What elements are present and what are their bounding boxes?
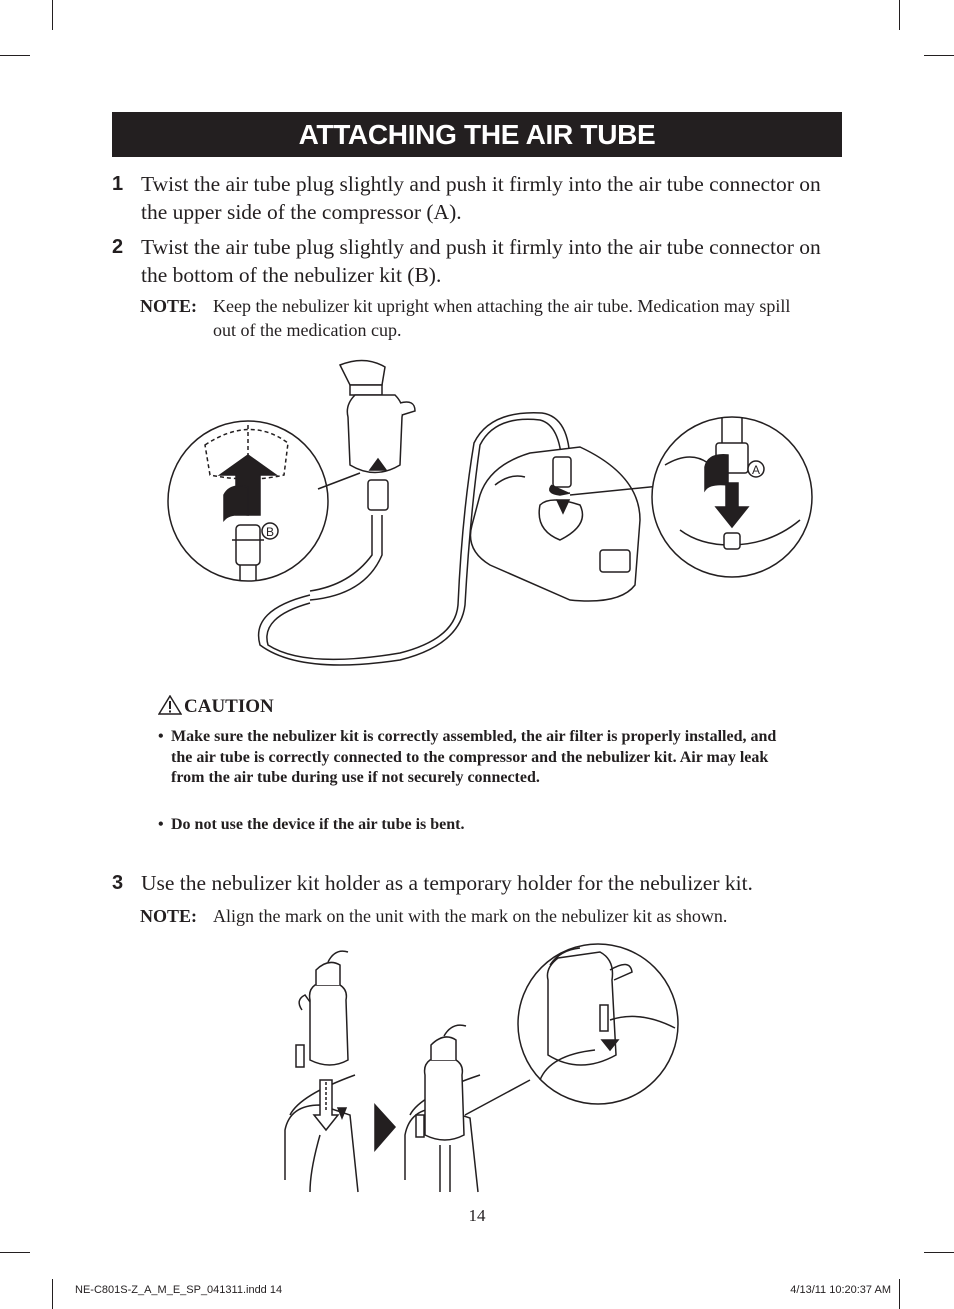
page-number: 14 bbox=[468, 1206, 486, 1225]
step-text: Twist the air tube plug slightly and push it firmly into the air tube connector on the upper side of the compressor (A). bbox=[141, 172, 821, 224]
bullet-dot: • bbox=[158, 816, 164, 833]
footer-file-slug: NE-C801S-Z_A_M_E_SP_041311.indd 14 bbox=[75, 1284, 283, 1296]
crop-mark bbox=[52, 1279, 53, 1309]
crop-mark bbox=[0, 55, 30, 56]
step-text: Use the nebulizer kit holder as a temporary holder for the nebulizer kit. bbox=[141, 871, 753, 895]
twist-icon bbox=[224, 486, 248, 520]
footer-timestamp: 4/13/11 10:20:37 AM bbox=[790, 1284, 891, 1296]
label-a: A bbox=[751, 463, 761, 477]
holder-illustration bbox=[280, 940, 680, 1195]
bullet-text: Make sure the nebulizer kit is correctly assembled, the air filter is properly installed, and the air tube is correctly connected to the compressor and the nebulizer kit. Air may leak from the air tube during use if not securely connected. bbox=[171, 728, 777, 786]
crop-mark bbox=[899, 1279, 900, 1309]
note-label: NOTE: bbox=[140, 906, 198, 926]
note-text: Align the mark on the unit with the mark on the nebulizer kit as shown. bbox=[213, 906, 728, 926]
step-number: 3 bbox=[112, 872, 124, 894]
caution-heading bbox=[158, 695, 274, 719]
step-number: 2 bbox=[112, 236, 124, 258]
crop-mark bbox=[924, 55, 954, 56]
warning-triangle-icon bbox=[158, 695, 182, 715]
page-title: ATTACHING THE AIR TUBE bbox=[112, 112, 842, 157]
crop-mark bbox=[52, 0, 53, 30]
nebulizer-kit bbox=[310, 985, 348, 1065]
air-tube-illustration bbox=[160, 355, 820, 675]
crop-mark bbox=[0, 1252, 30, 1253]
note-label: NOTE: bbox=[140, 296, 198, 316]
nebulizer-kit bbox=[347, 395, 402, 473]
crop-mark bbox=[924, 1252, 954, 1253]
next-arrow-icon bbox=[375, 1105, 395, 1150]
bullet-dot: • bbox=[158, 728, 164, 745]
crop-mark bbox=[899, 0, 900, 30]
step-text: Twist the air tube plug slightly and push it firmly into the air tube connector on the bottom of the nebulizer kit (B). bbox=[141, 235, 821, 287]
bullet-text: Do not use the device if the air tube is bent. bbox=[171, 816, 465, 833]
note-text: Keep the nebulizer kit upright when attaching the air tube. Medication may spill out of the medication cup. bbox=[213, 296, 791, 340]
step-number: 1 bbox=[112, 173, 124, 195]
caution-label: CAUTION bbox=[184, 696, 274, 717]
label-b: B bbox=[265, 525, 275, 539]
